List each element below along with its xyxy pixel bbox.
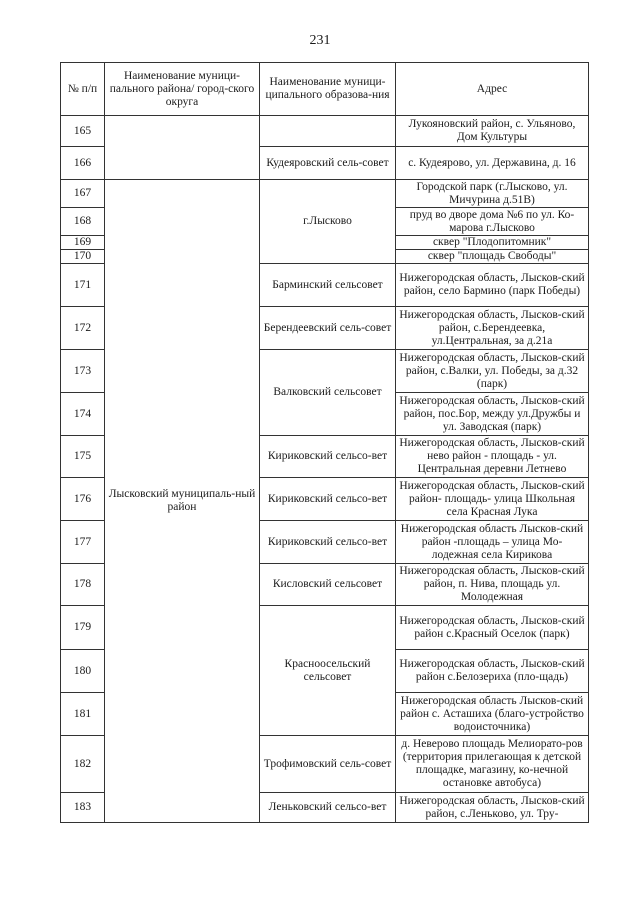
row-municipality: Кириковский сельсо-вет	[260, 436, 396, 478]
row-num: 181	[61, 693, 105, 736]
table-row	[61, 180, 589, 208]
row-num: 177	[61, 521, 105, 564]
row-municipality: Берендеевский сель-совет	[260, 307, 396, 350]
row-address: пруд во дворе дома №6 по ул. Ко-марова г.Лысково	[396, 208, 589, 236]
row-num: 171	[61, 264, 105, 307]
row-num: 172	[61, 307, 105, 350]
row-municipality: Кириковский сельсо-вет	[260, 521, 396, 564]
row-municipality: Барминский сельсовет	[260, 264, 396, 307]
row-municipality	[260, 116, 396, 147]
header-address: Адрес	[396, 63, 589, 116]
row-municipality: Трофимовский сель-совет	[260, 736, 396, 793]
row-num: 176	[61, 478, 105, 521]
header-municipality: Наименование муници-ципального образова-ния	[260, 63, 396, 116]
row-num: 173	[61, 350, 105, 393]
row-num: 170	[61, 250, 105, 264]
row-address: Нижегородская область, Лысков-ский район, пос.Бор, между ул.Дружбы и ул. Заводская (парк)	[396, 393, 589, 436]
row-address: Нижегородская область, Лысков-ский район, с.Леньково, ул. Тру-	[396, 793, 589, 823]
sites-table	[60, 62, 589, 823]
district-cell-empty	[105, 116, 260, 180]
row-address: Нижегородская область Лысков-ский район -площадь – улица Мо-лодежная села Кирикова	[396, 521, 589, 564]
row-address: д. Неверово площадь Мелиорато-ров (территория прилегающая к детской площадке, магазину, ко-нечной остановке автобуса)	[396, 736, 589, 793]
row-address: Нижегородская область, Лысков-ский район с.Белозериха (пло-щадь)	[396, 650, 589, 693]
header-district: Наименование муници-пального района/ город-ского округа	[105, 63, 260, 116]
row-address: с. Кудеярово, ул. Державина, д. 16	[396, 147, 589, 180]
row-municipality: Кисловский сельсовет	[260, 564, 396, 606]
row-address: Нижегородская область, Лысков-ский район, село Бармино (парк Победы)	[396, 264, 589, 307]
row-municipality: Красноосельский сельсовет	[260, 606, 396, 736]
row-num: 182	[61, 736, 105, 793]
row-municipality: Леньковский сельсо-вет	[260, 793, 396, 823]
row-municipality: Кудеяровский сель-совет	[260, 147, 396, 180]
row-municipality: Кириковский сельсо-вет	[260, 478, 396, 521]
row-num: 183	[61, 793, 105, 823]
page-number: 231	[309, 33, 331, 48]
row-address: Городской парк (г.Лысково, ул. Мичурина д.51В)	[396, 180, 589, 208]
row-address: Лукояновский район, с. Ульяново, Дом Культуры	[396, 116, 589, 147]
row-num: 179	[61, 606, 105, 650]
table-header-row	[61, 63, 589, 116]
row-address: Нижегородская область Лысков-ский район с. Асташиха (благо-устройство водоисточника)	[396, 693, 589, 736]
row-address: Нижегородская область, Лысков-ский район- площадь- улица Школьная села Красная Лука	[396, 478, 589, 521]
row-municipality: Валковский сельсовет	[260, 350, 396, 436]
row-num: 166	[61, 147, 105, 180]
row-address: Нижегородская область, Лысков-ский район с.Красный Оселок (парк)	[396, 606, 589, 650]
row-num: 165	[61, 116, 105, 147]
row-municipality: г.Лысково	[260, 180, 396, 264]
row-address: Нижегородская область, Лысков-ский район, с.Валки, ул. Победы, за д.32 (парк)	[396, 350, 589, 393]
header-num: № п/п	[61, 63, 105, 116]
row-address: Нижегородская область, Лысков-ский нево район - площадь - ул. Центральная деревни Летнево	[396, 436, 589, 478]
row-address: Нижегородская область, Лысков-ский район, с.Берендеевка, ул.Центральная, за д.21а	[396, 307, 589, 350]
row-num: 174	[61, 393, 105, 436]
row-address: Нижегородская область, Лысков-ский район, п. Нива, площадь ул. Молодежная	[396, 564, 589, 606]
row-address: сквер "площадь Свободы"	[396, 250, 589, 264]
row-address: сквер "Плодопитомник"	[396, 236, 589, 250]
row-num: 167	[61, 180, 105, 208]
row-num: 169	[61, 236, 105, 250]
table-row	[61, 116, 589, 147]
row-num: 180	[61, 650, 105, 693]
district-cell: Лысковский муниципаль-ный район	[105, 180, 260, 823]
row-num: 178	[61, 564, 105, 606]
row-num: 168	[61, 208, 105, 236]
row-num: 175	[61, 436, 105, 478]
